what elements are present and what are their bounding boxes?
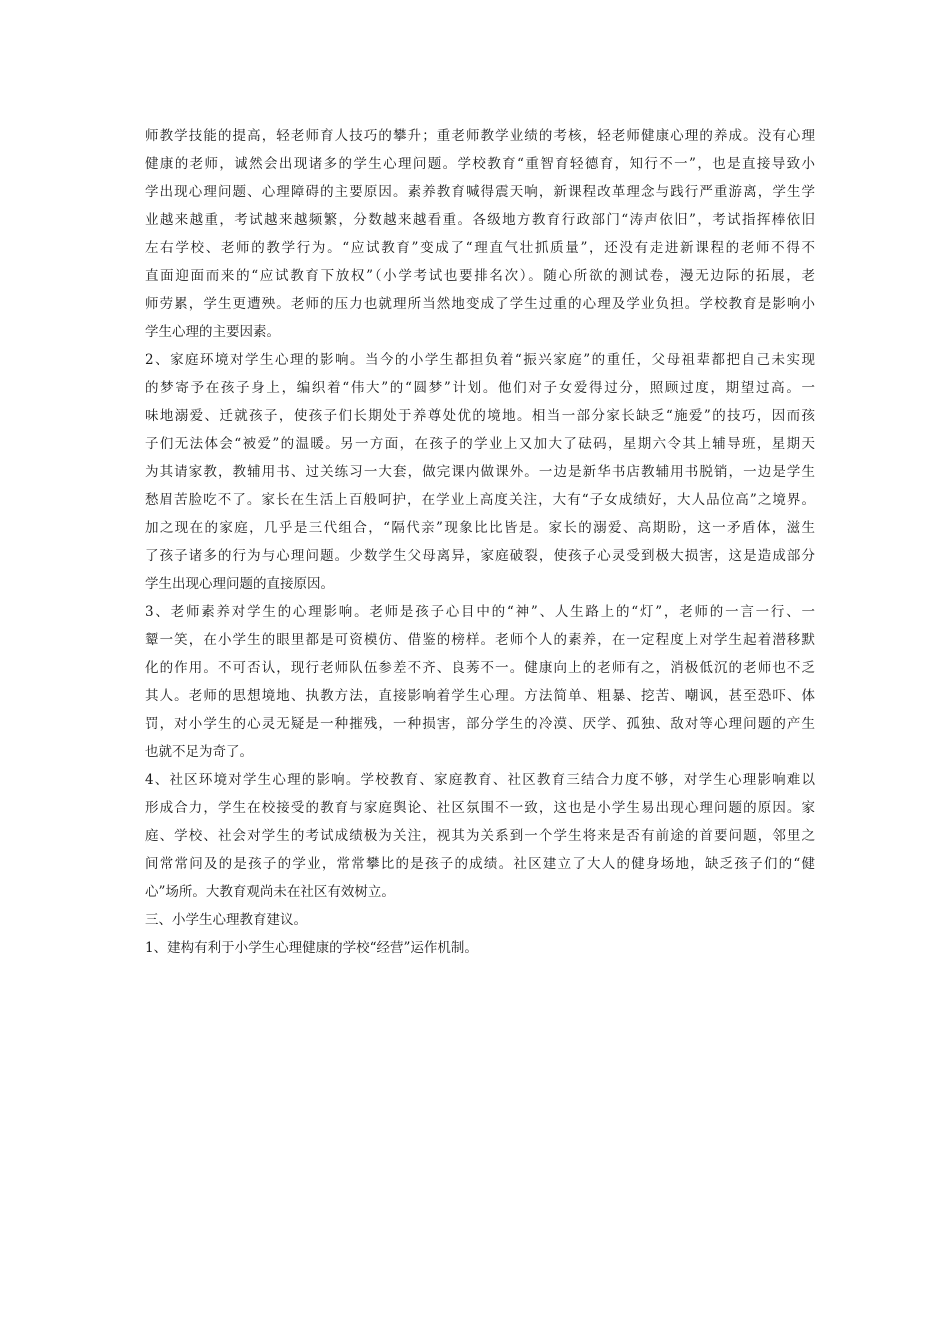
- text-line: 子们无法体会“被爱”的温暖。另一方面，在孩子的学业上又加大了砝码，星期六令其上辅导班，星期天: [145, 436, 815, 452]
- section-heading: [145, 906, 815, 934]
- text-line: 师劳累，学生更遭殃。老师的压力也就理所当然地变成了学生过重的心理及学业负担。学校教育是影响小: [145, 296, 815, 312]
- paragraph-school-education: [145, 122, 815, 346]
- subsection-heading: [145, 934, 815, 962]
- paragraph-teacher-quality: [145, 598, 815, 766]
- text-line: 间常常问及的是孩子的学业，常常攀比的是孩子的成绩。社区建立了大人的健身场地，缺乏孩子们的“健: [145, 856, 815, 872]
- text-line: 其人。老师的思想境地、执教方法，直接影响着学生心理。方法简单、粗暴、挖苦、嘲讽，甚至恐吓、体: [145, 688, 815, 704]
- text-line: 业越来越重，考试越来越频繁，分数越来越看重。各级地方教育行政部门“涛声依旧”，考试指挥棒依旧: [145, 212, 815, 228]
- text-line: 2、家庭环境对学生心理的影响。当今的小学生都担负着“振兴家庭”的重任，父母祖辈都把自己未实现: [145, 352, 815, 368]
- text-line: 3、老师素养对学生的心理影响。老师是孩子心目中的“神”、人生路上的“灯”，老师的一言一行、一: [145, 604, 815, 620]
- text-line: 愁眉苦脸吃不了。家长在生活上百般呵护，在学业上高度关注，大有“子女成绩好，大人品位高”之境界。: [145, 492, 815, 508]
- text-line: 味地溺爱、迁就孩子，使孩子们长期处于养尊处优的境地。相当一部分家长缺乏“施爱”的技巧，因而孩: [145, 408, 815, 424]
- text-line: 颦一笑，在小学生的眼里都是可资模仿、借鉴的榜样。老师个人的素养，在一定程度上对学生起着潜移默: [145, 632, 815, 648]
- paragraph-community-environment: [145, 766, 815, 906]
- subsection-heading-text: 1、建构有利于小学生心理健康的学校“经营”运作机制。: [145, 940, 478, 956]
- text-line: 罚，对小学生的心灵无疑是一种摧残，一种损害，部分学生的冷漠、厌学、孤独、敌对等心理问题的产生: [145, 716, 815, 732]
- text-line: 学生出现心理问题的直接原因。: [145, 576, 334, 592]
- section-heading-text: 三、小学生心理教育建议。: [145, 912, 307, 928]
- text-line: 健康的老师，诚然会出现诸多的学生心理问题。学校教育“重智育轻德育，知行不一”，也是直接导致小: [145, 156, 815, 172]
- text-line: 化的作用。不可否认，现行老师队伍参差不齐、良莠不一。健康向上的老师有之，消极低沉的老师也不乏: [145, 660, 815, 676]
- text-line: 师教学技能的提高，轻老师育人技巧的攀升；重老师教学业绩的考核，轻老师健康心理的养成。没有心理: [145, 128, 815, 144]
- text-line: 心”场所。大教育观尚未在社区有效树立。: [145, 884, 395, 900]
- text-line: 加之现在的家庭，几乎是三代组合，“隔代亲”现象比比皆是。家长的溺爱、高期盼，这一矛盾体，滋生: [145, 520, 815, 536]
- text-line: 4、社区环境对学生心理的影响。学校教育、家庭教育、社区教育三结合力度不够，对学生心理影响难以: [145, 772, 815, 788]
- text-line: 了孩子诸多的行为与心理问题。少数学生父母离异，家庭破裂，使孩子心灵受到极大损害，这是造成部分: [145, 548, 815, 564]
- document-body: [145, 122, 815, 962]
- text-line: 学出现心理问题、心理障碍的主要原因。素养教育喊得震天响，新课程改革理念与践行严重游离，学生学: [145, 184, 815, 200]
- text-line: 也就不足为奇了。: [145, 744, 253, 760]
- text-line: 的梦寄予在孩子身上，编织着“伟大”的“圆梦”计划。他们对子女爱得过分，照顾过度，期望过高。一: [145, 380, 815, 396]
- text-line: 直面迎面而来的“应试教育下放权”（小学考试也要排名次）。随心所欲的测试卷，漫无边际的拓展，老: [145, 268, 815, 284]
- text-line: 学生心理的主要因素。: [145, 324, 280, 340]
- text-line: 庭、学校、社会对学生的考试成绩极为关注，视其为关系到一个学生将来是否有前途的首要问题，邻里之: [145, 828, 815, 844]
- text-line: 左右学校、老师的教学行为。“应试教育”变成了“理直气壮抓质量”，还没有走进新课程的老师不得不: [145, 240, 815, 256]
- paragraph-family-environment: [145, 346, 815, 598]
- text-line: 为其请家教，教辅用书、过关练习一大套，做完课内做课外。一边是新华书店教辅用书脱销，一边是学生: [145, 464, 815, 480]
- text-line: 形成合力，学生在校接受的教育与家庭舆论、社区氛围不一致，这也是小学生易出现心理问题的原因。家: [145, 800, 815, 816]
